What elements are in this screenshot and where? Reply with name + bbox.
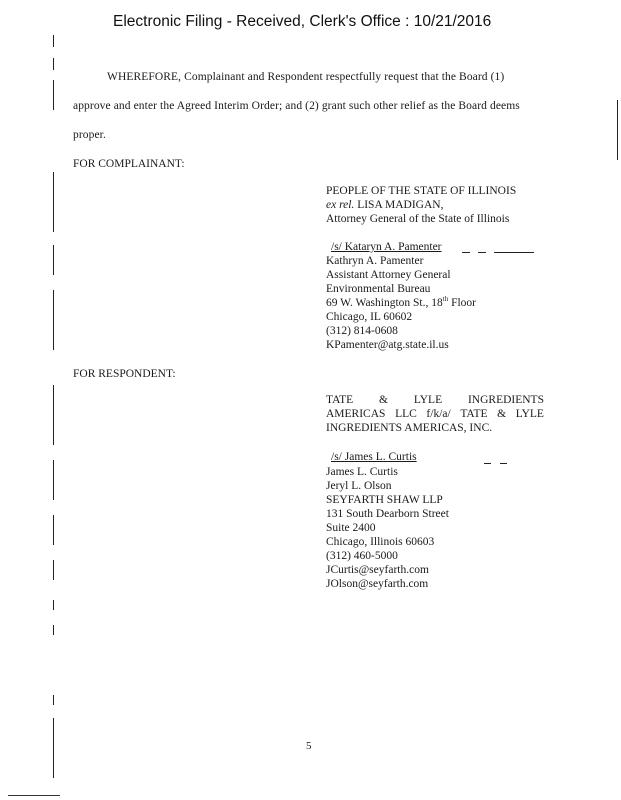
wherefore-line-3: proper.	[73, 129, 106, 141]
respondent-signature: /s/ James L. Curtis	[331, 451, 417, 463]
respondent-party-row-1: TATE & LYLE INGREDIENTS	[326, 394, 544, 406]
page-number: 5	[306, 740, 312, 752]
margin-mark	[53, 290, 54, 350]
margin-mark	[53, 35, 54, 47]
respondent-heading: FOR RESPONDENT:	[73, 368, 176, 380]
respondent-party-row-3: INGREDIENTS AMERICAS, INC.	[326, 422, 493, 434]
margin-mark	[53, 515, 54, 545]
signature-line	[478, 252, 486, 253]
respondent-party-name	[326, 393, 544, 435]
margin-mark	[53, 600, 54, 610]
complainant-party-line-1: PEOPLE OF THE STATE OF ILLINOIS	[326, 185, 517, 197]
respondent-city: Chicago, Illinois 60603	[326, 536, 435, 548]
margin-mark	[53, 58, 54, 70]
respondent-name-1: James L. Curtis	[326, 466, 398, 478]
margin-mark	[53, 172, 54, 232]
bottom-rule	[8, 795, 60, 796]
signature-line	[462, 252, 470, 253]
margin-mark	[53, 245, 54, 275]
filing-stamp-header: Electronic Filing - Received, Clerk's Office : 10/21/2016	[113, 13, 492, 30]
complainant-party-line-3: Attorney General of the State of Illinois	[326, 213, 510, 225]
respondent-name-2: Jeryl L. Olson	[326, 480, 392, 492]
signature-line	[494, 252, 534, 253]
respondent-email-1: JCurtis@seyfarth.com	[326, 564, 429, 576]
complainant-title: Assistant Attorney General	[326, 269, 451, 281]
complainant-party-line-2: ex rel. LISA MADIGAN,	[326, 199, 444, 211]
ex-rel: ex rel.	[326, 199, 355, 211]
margin-mark	[53, 80, 54, 110]
margin-mark	[53, 385, 54, 445]
margin-mark	[53, 695, 54, 705]
respondent-suite: Suite 2400	[326, 522, 376, 534]
wherefore-line-2: approve and enter the Agreed Interim Order; and (2) grant such other relief as the Board deems	[73, 100, 520, 112]
margin-mark	[53, 718, 54, 778]
complainant-heading: FOR COMPLAINANT:	[73, 158, 185, 170]
complainant-name: Kathryn A. Pamenter	[326, 255, 424, 267]
signature-line	[484, 463, 491, 464]
complainant-signature: /s/ Kataryn A. Pamenter	[331, 241, 442, 253]
respondent-party-row-2: AMERICAS LLC f/k/a/ TATE & LYLE	[326, 408, 544, 420]
complainant-email: KPamenter@atg.state.il.us	[326, 339, 449, 351]
wherefore-line-1: WHEREFORE, Complainant and Respondent respectfully request that the Board (1)	[107, 71, 505, 83]
margin-mark	[53, 560, 54, 580]
margin-mark	[53, 625, 54, 635]
respondent-firm: SEYFARTH SHAW LLP	[326, 494, 443, 506]
complainant-city: Chicago, IL 60602	[326, 311, 413, 323]
respondent-street: 131 South Dearborn Street	[326, 508, 449, 520]
complainant-bureau: Environmental Bureau	[326, 283, 431, 295]
right-edge-mark	[617, 100, 618, 160]
respondent-email-2: JOlson@seyfarth.com	[326, 578, 429, 590]
respondent-phone: (312) 460-5000	[326, 550, 398, 562]
margin-mark	[53, 460, 54, 500]
complainant-phone: (312) 814-0608	[326, 325, 398, 337]
signature-line	[500, 463, 507, 464]
complainant-street: 69 W. Washington St., 18th Floor	[326, 295, 477, 309]
